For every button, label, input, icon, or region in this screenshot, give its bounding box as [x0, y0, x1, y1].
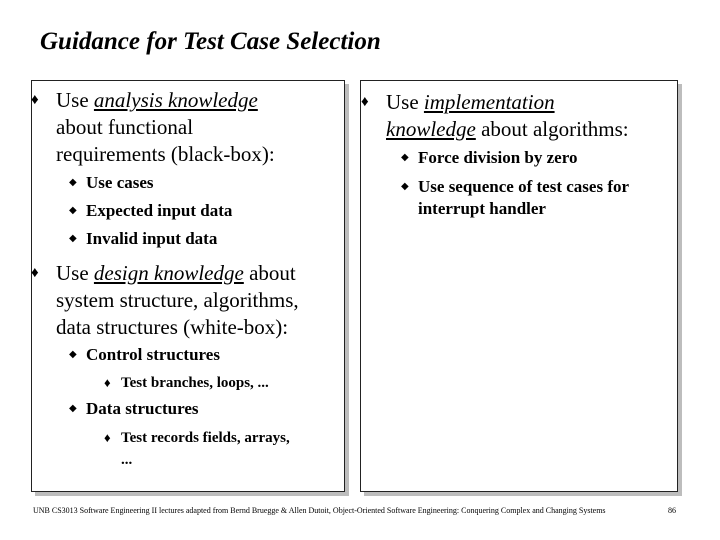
detail-bullet-branches: [104, 372, 269, 394]
bullet-prefix: Use: [56, 261, 94, 285]
bullet-prefix: Use: [56, 88, 94, 112]
bullet-line: requirements (black-box):: [56, 142, 275, 166]
bullet-prefix: Use: [386, 90, 424, 114]
emphasis-text: implementation: [423, 90, 555, 114]
bullet-analysis-knowledge: [31, 87, 341, 168]
sub-bullet-text: Data structures: [86, 399, 199, 418]
bullet-line: system structure, algorithms,: [56, 288, 299, 312]
small-diamond-bullet-icon: ◆: [69, 205, 77, 216]
detail-text: Test branches, loops, ...: [121, 375, 269, 391]
right-content-box: [360, 80, 678, 492]
bullet-suffix: about algorithms:: [475, 117, 629, 141]
bullet-suffix: about: [243, 261, 296, 285]
page-number: 86: [668, 506, 676, 515]
bullet-design-knowledge: [31, 260, 346, 341]
sub-bullet-text: Expected input data: [86, 201, 233, 220]
sub-bullet-text: interrupt handler: [418, 199, 546, 218]
footer-credit: UNB CS3013 Software Engineering II lectures adapted from Bernd Bruegge & Allen Dutoit, Object-Oriented Software Engineering: Conquering Complex and Changing Systems: [33, 506, 606, 515]
diamond-bullet-icon: ♦: [31, 265, 39, 281]
small-diamond-bullet-icon: ◆: [401, 152, 409, 163]
diamond-bullet-icon: ♦: [104, 430, 111, 445]
left-content-box: [31, 80, 345, 492]
slide-title: Guidance for Test Case Selection: [40, 28, 381, 55]
emphasis-text: analysis knowledge: [93, 88, 258, 112]
sub-bullet-text: Control structures: [86, 345, 220, 364]
bullet-implementation-knowledge: [361, 89, 676, 143]
small-diamond-bullet-icon: ◆: [69, 349, 77, 360]
sub-bullet-control-structures: [69, 344, 220, 366]
detail-text: ...: [121, 452, 133, 468]
sub-bullet-data-structures: [69, 398, 199, 420]
detail-bullet-records: [104, 427, 290, 471]
sub-bullet-sequence: [401, 176, 673, 220]
small-diamond-bullet-icon: ◆: [401, 181, 409, 192]
bullet-line: data structures (white-box):: [56, 315, 289, 339]
small-diamond-bullet-icon: ◆: [69, 403, 77, 414]
small-diamond-bullet-icon: ◆: [69, 233, 77, 244]
sub-bullet-division-by-zero: [401, 147, 578, 169]
diamond-bullet-icon: ♦: [361, 94, 369, 110]
sub-bullet-use-cases: [69, 172, 154, 194]
bullet-line: about functional: [56, 115, 194, 139]
emphasis-text: knowledge: [386, 117, 476, 141]
diamond-bullet-icon: ♦: [104, 375, 111, 390]
detail-text: Test records fields, arrays,: [121, 430, 290, 446]
sub-bullet-text: Use sequence of test cases for: [418, 177, 630, 196]
emphasis-text: design knowledge: [93, 261, 244, 285]
sub-bullet-invalid-input: [69, 228, 218, 250]
diamond-bullet-icon: ♦: [31, 92, 39, 108]
small-diamond-bullet-icon: ◆: [69, 177, 77, 188]
sub-bullet-text: Use cases: [86, 173, 154, 192]
sub-bullet-expected-input: [69, 200, 233, 222]
sub-bullet-text: Force division by zero: [418, 148, 578, 167]
sub-bullet-text: Invalid input data: [86, 229, 218, 248]
